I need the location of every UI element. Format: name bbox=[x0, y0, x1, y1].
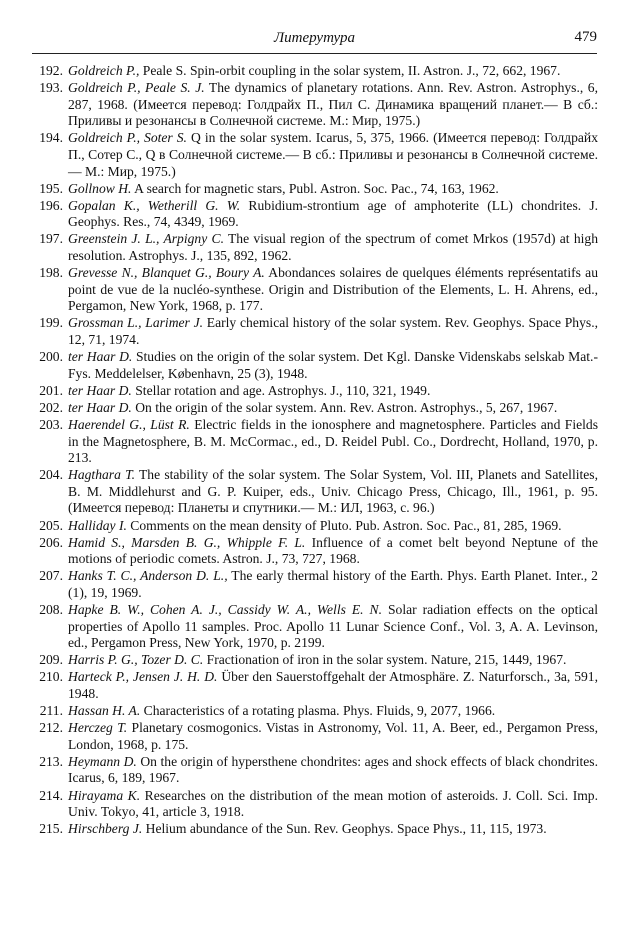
reference-authors: Harris P. G., Tozer D. C. bbox=[68, 652, 204, 668]
reference-text: Rubidium-strontium age of amphoterite (LL) chondrites. J. Geophys. Res., 74, 4349, 1969. bbox=[68, 197, 599, 230]
reference-text: Fractionation of iron in the solar system. Nature, 215, 1449, 1967. bbox=[203, 652, 567, 668]
reference-entry bbox=[30, 467, 598, 517]
reference-number: 208. bbox=[39, 602, 63, 617]
header-rule bbox=[32, 53, 597, 54]
reference-number: 214. bbox=[39, 787, 63, 803]
reference-authors: Goldreich P., Soter S. bbox=[68, 130, 187, 146]
reference-authors: Hassan H. A. bbox=[68, 703, 141, 719]
reference-authors: Grevesse N., Blanquet G., Boury A. bbox=[68, 265, 265, 281]
reference-text: Electric fields in the ionosphere and magnetosphere. Particles and Fields in the Magnetosphere, B. M. McCormac., ed., D. Reidel Publ. Co., Dordrecht, Holland, 1970, p. 213. bbox=[68, 416, 598, 466]
reference-text: The early thermal history of the Earth. Phys. Earth Planet. Inter., 2 (1), 19, 1969. bbox=[68, 568, 598, 600]
reference-authors: Harteck P., Jensen J. H. D. bbox=[68, 669, 218, 685]
reference-entry bbox=[30, 315, 598, 348]
reference-authors: Gopalan K., Wetherill G. W. bbox=[68, 197, 241, 213]
reference-text: Über den Sauerstoffgehalt der Atmosphäre. Z. Naturforsch., 3a, 591, 1948. bbox=[68, 669, 598, 701]
reference-authors: Heymann D. bbox=[68, 753, 137, 769]
reference-authors: Greenstein J. L., Arpigny C. bbox=[68, 231, 224, 247]
reference-number: 207. bbox=[39, 568, 63, 584]
reference-text: Characteristics of a rotating plasma. Phys. Fluids, 9, 2077, 1966. bbox=[140, 703, 496, 719]
reference-authors: ter Haar D. bbox=[68, 399, 132, 415]
reference-text: Researches on the distribution of the mean motion of asteroids. J. Coll. Sci. Imp. Univ. Tokyo, 41, article 3, 1918. bbox=[68, 787, 598, 820]
reference-text: Abondances solaires de quelques éléments représentatifs au point de vue de la nucléo-synthese. Origin and Distribution of the Elements, L. H. Ahrens, ed., Pergamon, New York, 1968, p. 177. bbox=[68, 265, 598, 314]
reference-entry bbox=[30, 265, 598, 315]
reference-entry bbox=[30, 754, 598, 787]
reference-number: 203. bbox=[39, 416, 63, 432]
reference-text: Studies on the origin of the solar system. Det Kgl. Danske Videnskabs selskab Mat.-Fys. Meddelelser, København, 25 (3), 1948. bbox=[68, 349, 598, 381]
reference-number: 205. bbox=[39, 517, 63, 533]
reference-entry bbox=[30, 669, 598, 702]
reference-text: Influence of a comet belt beyond Neptune of the motions of periodic comets. Astron. J., 73, 727, 1968. bbox=[68, 534, 598, 567]
reference-authors: Hamid S., Marsden B. G., Whipple F. L. bbox=[68, 534, 306, 550]
reference-entry bbox=[30, 383, 598, 400]
reference-number: 195. bbox=[39, 180, 63, 196]
reference-entry bbox=[30, 181, 598, 198]
reference-number: 200. bbox=[39, 349, 63, 365]
reference-entry bbox=[30, 518, 598, 535]
reference-number: 201. bbox=[39, 382, 63, 398]
reference-number: 192. bbox=[39, 63, 63, 78]
reference-number: 199. bbox=[39, 315, 63, 331]
reference-entry bbox=[30, 231, 598, 264]
reference-number: 198. bbox=[39, 265, 63, 281]
reference-authors: Hapke B. W., Cohen A. J., Cassidy W. A., Wells E. N. bbox=[68, 602, 382, 617]
reference-entry bbox=[30, 602, 598, 652]
reference-entry bbox=[30, 198, 598, 231]
reference-text: Comments on the mean density of Pluto. Pub. Astron. Soc. Pac., 81, 285, 1969. bbox=[126, 517, 562, 533]
reference-entry bbox=[30, 720, 598, 753]
reference-entry bbox=[30, 821, 598, 838]
reference-number: 213. bbox=[39, 753, 63, 769]
reference-authors: Haerendel G., Lüst R. bbox=[68, 416, 190, 432]
reference-text: On the origin of hypersthene chondrites: ages and shock effects of black chondrites. Icarus, 6, 189, 1967. bbox=[68, 753, 598, 786]
reference-number: 206. bbox=[39, 534, 63, 550]
reference-number: 215. bbox=[39, 821, 63, 837]
reference-number: 197. bbox=[39, 231, 63, 247]
running-title: Литерутура bbox=[273, 30, 356, 46]
reference-authors: Halliday I. bbox=[68, 517, 127, 533]
reference-number: 211. bbox=[39, 703, 63, 719]
reference-entry bbox=[30, 703, 598, 720]
reference-authors: Grossman L., Larimer J. bbox=[68, 315, 204, 331]
reference-number: 209. bbox=[39, 652, 63, 668]
reference-text: A search for magnetic stars, Publ. Astron. Soc. Pac., 74, 163, 1962. bbox=[131, 180, 499, 196]
reference-number: 202. bbox=[39, 399, 63, 415]
reference-text: The visual region of the spectrum of comet Mrkos (1957d) at high resolution. Astrophys. J., 135, 892, 1962. bbox=[68, 231, 598, 264]
reference-authors: Hirayama K. bbox=[68, 787, 141, 803]
reference-entry bbox=[30, 788, 598, 821]
reference-authors: ter Haar D. bbox=[68, 349, 133, 365]
page-number: 479 bbox=[574, 29, 597, 45]
reference-number: 212. bbox=[39, 720, 63, 736]
reference-entry bbox=[30, 535, 598, 568]
reference-text: Planetary cosmogonics. Vistas in Astronomy, Vol. 11, A. Beer, ed., Pergamon Press, London, 1968, p. 175. bbox=[68, 720, 598, 752]
reference-text: Stellar rotation and age. Astrophys. J., 110, 321, 1949. bbox=[131, 382, 431, 398]
reference-text: Peale S. Spin-orbit coupling in the solar system, II. Astron. J., 72, 662, 1967. bbox=[139, 63, 561, 78]
reference-text: Helium abundance of the Sun. Rev. Geophys. Space Phys., 11, 115, 1973. bbox=[142, 821, 547, 837]
reference-authors: Gollnow H. bbox=[68, 180, 132, 196]
reference-entry bbox=[30, 417, 598, 467]
reference-number: 193. bbox=[39, 80, 63, 96]
reference-entry bbox=[30, 80, 598, 130]
reference-text: Q in the solar system. Icarus, 5, 375, 1966. (Имеется перевод: Голдрайх П., Сотер С., Q в Солнечной системе.— В сб.: Приливы и резонансы в Солнечной системе.— М.: Мир, 1975.) bbox=[68, 130, 598, 179]
reference-entry bbox=[30, 349, 598, 382]
reference-entry bbox=[30, 568, 598, 601]
reference-authors: Hanks T. C., Anderson D. L., bbox=[68, 568, 228, 584]
reference-text: Early chemical history of the solar system. Rev. Geophys. Space Phys., 12, 71, 1974. bbox=[68, 315, 598, 347]
reference-authors: Goldreich P., bbox=[68, 63, 140, 78]
reference-text: The dynamics of planetary rotations. Ann. Rev. Astron. Astrophys., 6, 287, 1968. (Имеется перевод: Голдрайх П., Пил С. Динамика вращений планет.— В сб.: Приливы и резонансы в Солнечной системе. М.: Мир, 1975.) bbox=[68, 80, 598, 129]
reference-authors: Hirschberg J. bbox=[68, 821, 143, 837]
reference-entry bbox=[30, 63, 598, 80]
reference-text: The stability of the solar system. The Solar System, Vol. III, Planets and Satellites, B. M. Middlehurst and G. P. Kuiper, eds., Univ. Chicago Press, Chicago, Ill., 1961, p. 95. (Имеется перевод: Планеты и спутники.— М.: ИЛ, 1963, с. 96.) bbox=[68, 467, 598, 516]
page-header bbox=[32, 28, 597, 52]
reference-entry bbox=[30, 652, 598, 669]
reference-number: 194. bbox=[39, 130, 63, 146]
reference-authors: Hagthara T. bbox=[68, 467, 136, 483]
reference-authors: ter Haar D. bbox=[68, 382, 132, 398]
reference-authors: Goldreich P., Peale S. J. bbox=[68, 80, 205, 96]
reference-list bbox=[30, 63, 598, 838]
reference-entry bbox=[30, 130, 598, 180]
reference-number: 196. bbox=[39, 197, 63, 213]
reference-text: Solar radiation effects on the optical properties of Apollo 11 samples. Proc. Apollo 11 Lunar Science Conf., Vol. 3, A. A. Levinson, ed., Pergamon Press, New York, 1970, p. 2199. bbox=[68, 602, 598, 651]
reference-number: 210. bbox=[39, 669, 63, 685]
reference-authors: Herczeg T. bbox=[68, 720, 128, 736]
reference-entry bbox=[30, 400, 598, 417]
reference-number: 204. bbox=[39, 467, 63, 483]
reference-text: On the origin of the solar system. Ann. Rev. Astron. Astrophys., 5, 267, 1967. bbox=[131, 399, 558, 415]
